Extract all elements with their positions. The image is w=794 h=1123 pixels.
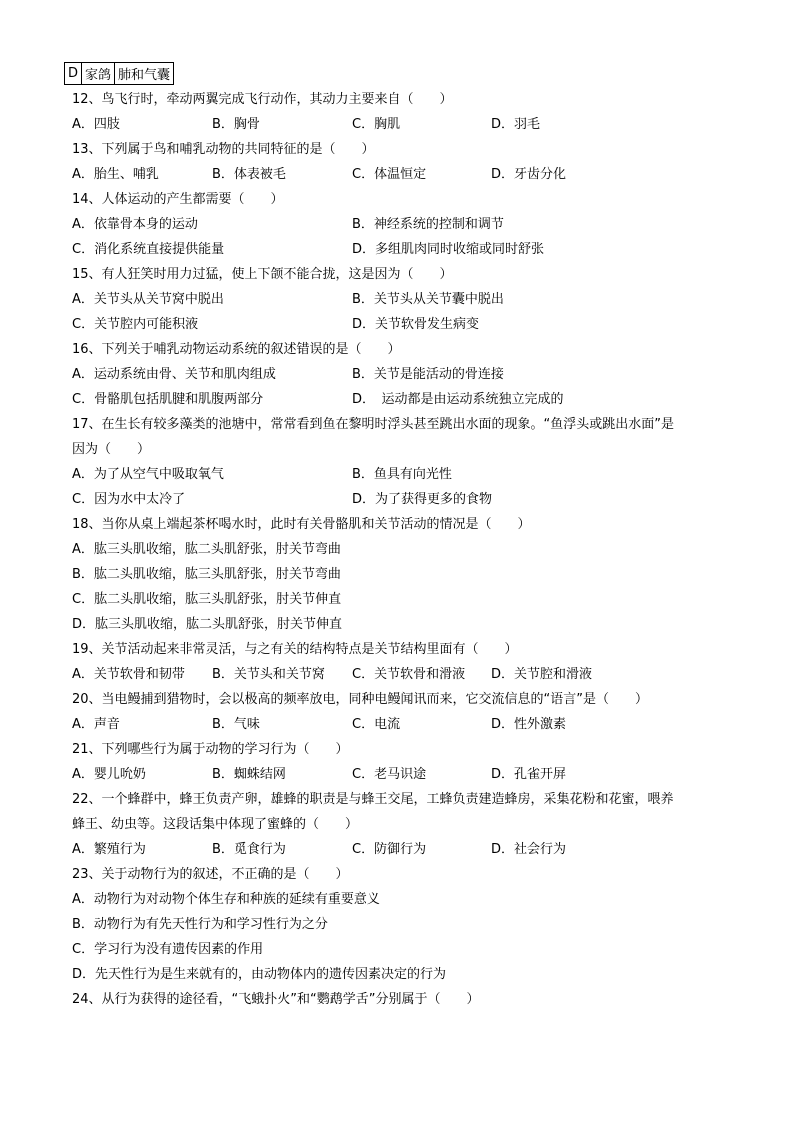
option: B．动物行为有先天性行为和学习性行为之分 — [72, 917, 328, 932]
option: B．关节头和关节窝 — [212, 667, 325, 682]
option: D．性外激素 — [491, 717, 567, 732]
option: C．骨骼肌包括肌腱和肌腹两部分 — [72, 392, 264, 407]
question-stem: 24、从行为获得的途径看，“飞蛾扑火”和“鹦鹉学舌”分别属于（ ） — [72, 992, 480, 1007]
option: C．胸肌 — [352, 117, 401, 132]
option: C．消化系统直接提供能量 — [72, 242, 225, 257]
option: C．学习行为没有遗传因素的作用 — [72, 942, 264, 957]
question-stem: 12、鸟飞行时，牵动两翼完成飞行动作，其动力主要来自（ ） — [72, 92, 453, 107]
option: B．肱二头肌收缩，肱三头肌舒张，肘关节弯曲 — [72, 567, 341, 582]
option: A．关节头从关节窝中脱出 — [72, 292, 224, 307]
option: D．关节软骨发生病变 — [352, 317, 480, 332]
option: A．关节软骨和韧带 — [72, 667, 185, 682]
option: D．为了获得更多的食物 — [352, 492, 493, 507]
option: C．关节腔内可能积液 — [72, 317, 199, 332]
question-stem: 20、当电鳗捕到猎物时，会以极高的频率放电，同种电鳗闻讯而来，它交流信息的“语言”是（ ） — [72, 692, 649, 707]
question-stem-continued: 蜂王、幼虫等。这段话集中体现了蜜蜂的（ ） — [72, 817, 359, 832]
option: A．为了从空气中吸取氧气 — [72, 467, 224, 482]
option: D．牙齿分化 — [491, 167, 567, 182]
option: D．羽毛 — [491, 117, 541, 132]
option: B．蜘蛛结网 — [212, 767, 286, 782]
option: B．觅食行为 — [212, 842, 286, 857]
option: B．鱼具有向光性 — [352, 467, 452, 482]
question-stem: 17、在生长有较多藻类的池塘中，常常看到鱼在黎明时浮头甚至跳出水面的现象。“鱼浮头或跳出水面”是 — [72, 417, 675, 432]
table-cell: 肺和气囊 — [115, 63, 174, 85]
question-stem-continued: 因为（ ） — [72, 442, 151, 457]
table-cell: 家鸽 — [82, 63, 115, 85]
option: D．肱三头肌收缩，肱二头肌舒张，肘关节伸直 — [72, 617, 343, 632]
table-cell: D — [65, 63, 82, 85]
question-stem: 22、一个蜂群中，蜂王负责产卵，雄蜂的职责是与蜂王交尾，工蜂负责建造蜂房，采集花粉和花蜜，喂养 — [72, 792, 674, 807]
option: D．关节腔和滑液 — [491, 667, 593, 682]
option: A．运动系统由骨、关节和肌肉组成 — [72, 367, 276, 382]
question-stem: 18、当你从桌上端起茶杯喝水时，此时有关骨骼肌和关节活动的情况是（ ） — [72, 517, 531, 532]
option: A．声音 — [72, 717, 120, 732]
option: A．动物行为对动物个体生存和种族的延续有重要意义 — [72, 892, 380, 907]
question-stem: 15、有人狂笑时用力过猛，使上下颌不能合拢，这是因为（ ） — [72, 267, 453, 282]
option: C．关节软骨和滑液 — [352, 667, 466, 682]
option: C．肱二头肌收缩，肱三头肌舒张，肘关节伸直 — [72, 592, 342, 607]
question-stem: 23、关于动物行为的叙述，不正确的是（ ） — [72, 867, 349, 882]
answer-table — [64, 62, 174, 85]
option: B．神经系统的控制和调节 — [352, 217, 504, 232]
question-stem: 19、关节活动起来非常灵活，与之有关的结构特点是关节结构里面有（ ） — [72, 642, 518, 657]
option: D．社会行为 — [491, 842, 567, 857]
question-stem: 14、人体运动的产生都需要（ ） — [72, 192, 284, 207]
option: C．老马识途 — [352, 767, 427, 782]
option: C．因为水中太冷了 — [72, 492, 186, 507]
option: C．体温恒定 — [352, 167, 427, 182]
option: A．肱三头肌收缩，肱二头肌舒张，肘关节弯曲 — [72, 542, 341, 557]
option: A．四肢 — [72, 117, 120, 132]
question-stem: 21、下列哪些行为属于动物的学习行为（ ） — [72, 742, 349, 757]
option: D．先天性行为是生来就有的，由动物体内的遗传因素决定的行为 — [72, 967, 447, 982]
option: D．多组肌肉同时收缩或同时舒张 — [352, 242, 545, 257]
option: A．婴儿吮奶 — [72, 767, 146, 782]
question-stem: 13、下列属于鸟和哺乳动物的共同特征的是（ ） — [72, 142, 375, 157]
question-stem: 16、下列关于哺乳动物运动系统的叙述错误的是（ ） — [72, 342, 401, 357]
option: D．孔雀开屏 — [491, 767, 567, 782]
option: B．关节头从关节囊中脱出 — [352, 292, 504, 307]
table-row — [65, 63, 174, 85]
option: C．防御行为 — [352, 842, 427, 857]
option: B．体表被毛 — [212, 167, 286, 182]
option: A．胎生、哺乳 — [72, 167, 159, 182]
option: C．电流 — [352, 717, 401, 732]
option: B．气味 — [212, 717, 260, 732]
option: B．关节是能活动的骨连接 — [352, 367, 504, 382]
option: B．胸骨 — [212, 117, 260, 132]
option: A．繁殖行为 — [72, 842, 146, 857]
option: D． 运动都是由运动系统独立完成的 — [352, 392, 564, 407]
option: A．依靠骨本身的运动 — [72, 217, 198, 232]
